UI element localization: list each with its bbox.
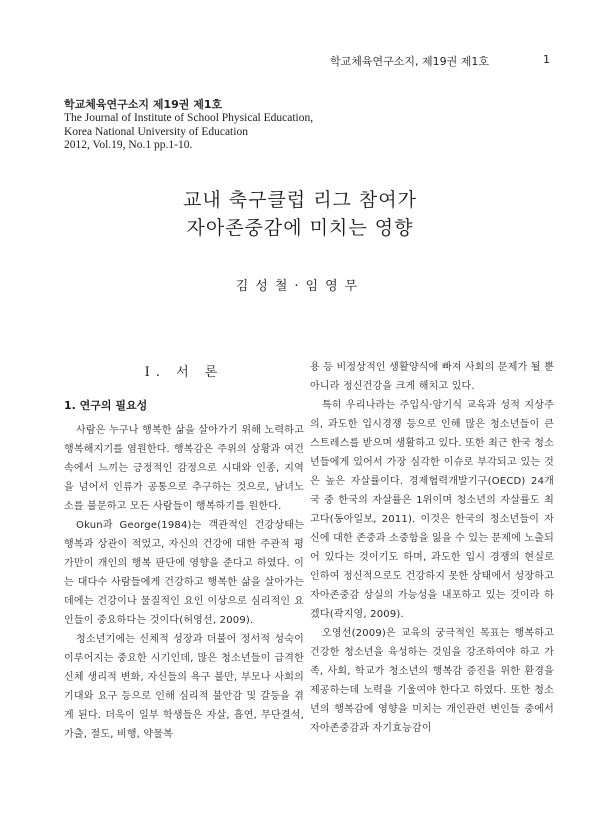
paper-authors: 김성철·임영무 (235, 279, 365, 294)
body-paragraph: 청소년기에는 신체적 성장과 더불어 정서적 성숙이 이루어지는 중요한 시기인데, 많은 청소년들이 급격한 신체 생리적 변화, 자신들의 욕구 불만, 부모나 사회의 기대와 요구 등으로 인해 심리적 불안감 및 갈등을 겪게 된다. 더욱이 일부 학생들은 자살, 흡연, 무단결석, 가출, 절도, 비행, 약물복 (64, 634, 304, 740)
journal-citation: 2012, Vol.19, No.1 pp.1-10. (64, 139, 193, 151)
paper-title (0, 186, 600, 242)
paper-title-line1: 교내 축구클럽 리그 참여가 (182, 189, 417, 211)
journal-title-english: The Journal of Institute of School Physical Education, (64, 112, 314, 124)
journal-title-korean: 학교체육연구소지 제19권 제1호 (64, 98, 223, 111)
paper-title-line2: 자아존중감에 미치는 영향 (186, 217, 414, 239)
running-header (330, 53, 550, 69)
page-number: 1 (543, 53, 550, 66)
section-heading-introduction: Ⅰ. 서 론 (144, 365, 224, 380)
body-paragraph: 오영선(2009)은 교육의 궁극적인 목표는 행복하고 건강한 청소년을 육성하는 것임을 강조하여야 하고 가족, 사회, 학교가 청소년의 행복감 증진을 위한 환경을 제공하는데 노력을 기울여야 한다고 하였다. 또한 청소년의 행복감에 영향을 미치는 개인관련 변인들 중에서 자아존중감과 자기효능감이 (310, 628, 554, 734)
body-paragraph: 특히 우리나라는 주입식·암기식 교육과 성적 지상주의, 과도한 입시경쟁 등으로 인해 많은 청소년들이 큰 스트레스를 받으며 생활하고 있다. 또한 최근 한국 청소년들에게 있어서 가장 심각한 이슈로 부각되고 있는 것은 높은 자살률이다. 경제협력개발기구(OECD) 24개국 중 한국의 자살률은 1위이며 청소년의 자살률도 최고다(동아일보, 2011). 이것은 한국의 청소년들이 자신에 대한 존중과 소중함을 잃을 수 있는 문제에 노출되어 있다는 것이기도 하며, 과도한 입시 경쟁의 현실로 인하여 정신적으로도 건강하지 못한 상태에서 성장하고 자아존중감 상실의 가능성을 내포하고 있는 것이라 하겠다(곽지영, 2009). (310, 400, 554, 620)
subsection-heading-necessity: 1. 연구의 필요성 (64, 399, 148, 412)
right-column (310, 358, 554, 738)
running-header-journal: 학교체육연구소지, 제19권 제1호 (330, 55, 489, 68)
body-paragraph: 사람은 누구나 행복한 삶을 살아가기 위해 노력하고 행복해지기를 염원한다. 행복감은 주위의 상황과 여건 속에서 느끼는 긍정적인 감정으로 시대와 인종, 지역을 넘어서 인류가 공통으로 추구하는 것으로, 남녀노소를 불문하고 모든 사람들이 행복하기를 원한다. (64, 425, 304, 512)
left-column (64, 358, 304, 744)
body-paragraph: 용 등 비정상적인 생활양식에 빠져 사회의 문제가 될 뿐 아니라 정신건강을 크게 해치고 있다. (310, 362, 554, 392)
journal-institution: Korea National University of Education (64, 125, 248, 138)
body-paragraph: Okun과 George(1984)는 객관적인 건강상태는 행복과 상관이 적었고, 자신의 건강에 대한 주관적 평가만이 개인의 행복 판단에 영향을 준다고 하였다. 이는 대다수 사람들에게 건강하고 행복한 삶을 살아가는 데에는 건강이나 물질적인 요인 이상으로 심리적인 요인들이 중요하다는 것이다(허영선, 2009). (64, 520, 304, 626)
journal-info-block (64, 98, 394, 153)
